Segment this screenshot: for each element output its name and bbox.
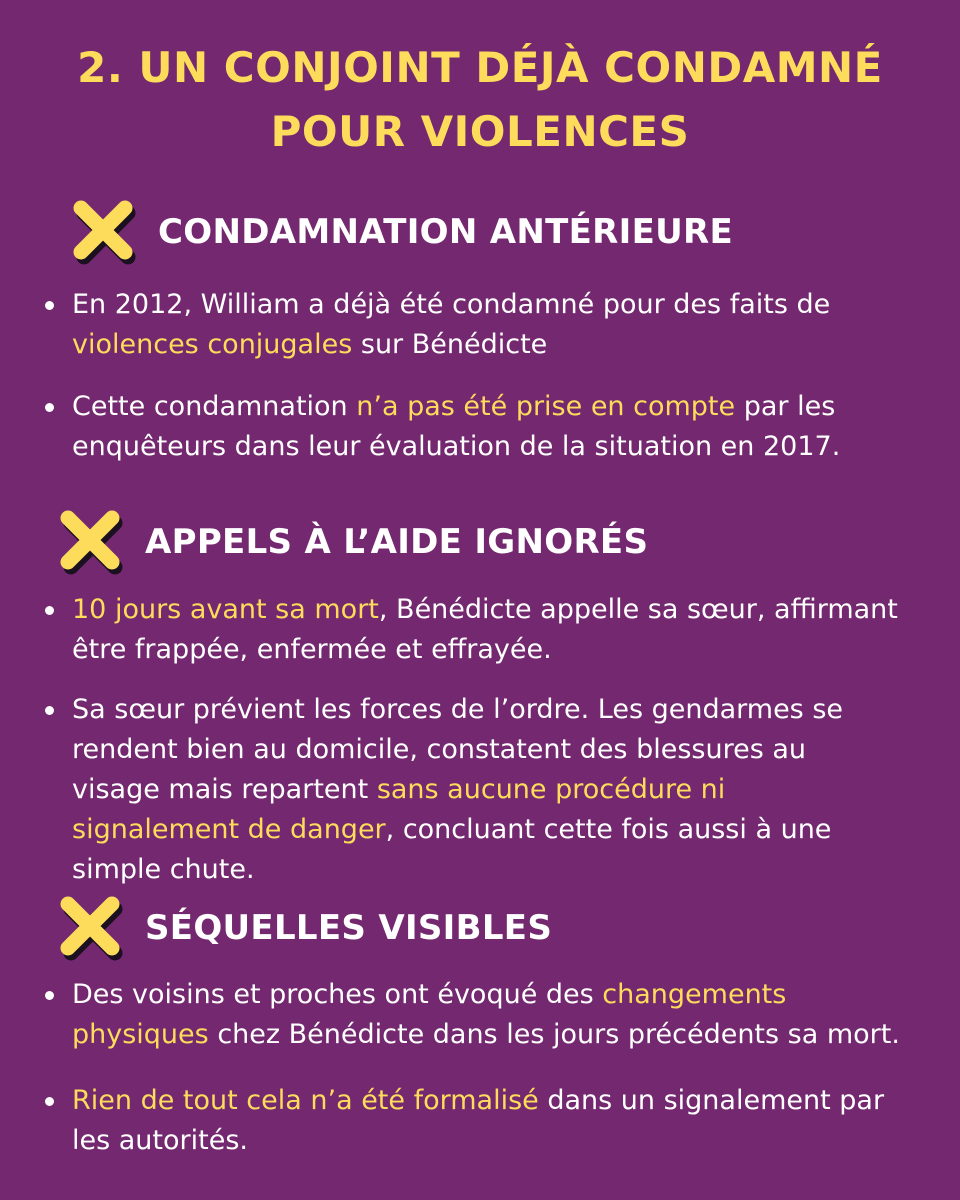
section-title: CONDAMNATION ANTÉRIEURE: [158, 212, 734, 252]
highlight-text: 10 jours avant sa mort: [72, 594, 379, 625]
highlight-text: n’a pas été prise en compte: [356, 391, 736, 422]
text-part: Des voisins et proches ont évoqué des: [72, 979, 603, 1010]
highlight-text: changements physiques: [72, 979, 787, 1050]
section-title: APPELS À L’AIDE IGNORÉS: [145, 522, 649, 562]
cross-icon: [57, 507, 127, 577]
section-header: [57, 507, 648, 577]
text-part: En 2012, William a déjà été condamné pour des faits de: [72, 289, 831, 320]
list-item: [0, 387, 900, 467]
highlight-text: Rien de tout cela n’a été formalisé: [72, 1085, 539, 1116]
cross-icon: [70, 197, 140, 267]
page-title-line2: POUR VIOLENCES: [270, 107, 690, 156]
highlight-text: violences conjugales: [72, 329, 353, 360]
page-title-line1: 2. UN CONJOINT DÉJÀ CONDAMNÉ: [77, 43, 883, 92]
text-part: Sa sœur prévient les forces de l’ordre. Les gendarmes se rendent bien au domicile, constatent des blessures au visage mais repartent: [72, 694, 844, 805]
bullet-list: [0, 590, 900, 890]
text-part: sur Bénédicte: [352, 329, 548, 360]
bullet-list: [0, 975, 905, 1161]
text-part: dans un signalement par les autorités.: [72, 1085, 885, 1156]
list-item: [0, 975, 905, 1055]
highlight-text: sans aucune procédure ni signalement de danger: [72, 774, 726, 845]
text-part: , concluant cette fois aussi à une simple chute.: [72, 814, 832, 885]
text-part: par les enquêteurs dans leur évaluation de la situation en 2017.: [72, 391, 841, 462]
list-item: [0, 690, 900, 890]
list-item: [0, 285, 900, 365]
list-item: [0, 1081, 905, 1161]
bullet-list: [0, 285, 900, 467]
text-part: Cette condamnation: [72, 391, 357, 422]
section-header: [57, 893, 552, 963]
section-title: SÉQUELLES VISIBLES: [145, 908, 553, 948]
text-part: , Bénédicte appelle sa sœur, affirmant être frappée, enfermée et effrayée.: [72, 594, 898, 665]
list-item: [0, 590, 900, 670]
section-header: [70, 197, 733, 267]
cross-icon: [57, 893, 127, 963]
page-title: [0, 36, 960, 164]
text-part: chez Bénédicte dans les jours précédents sa mort.: [208, 1019, 900, 1050]
